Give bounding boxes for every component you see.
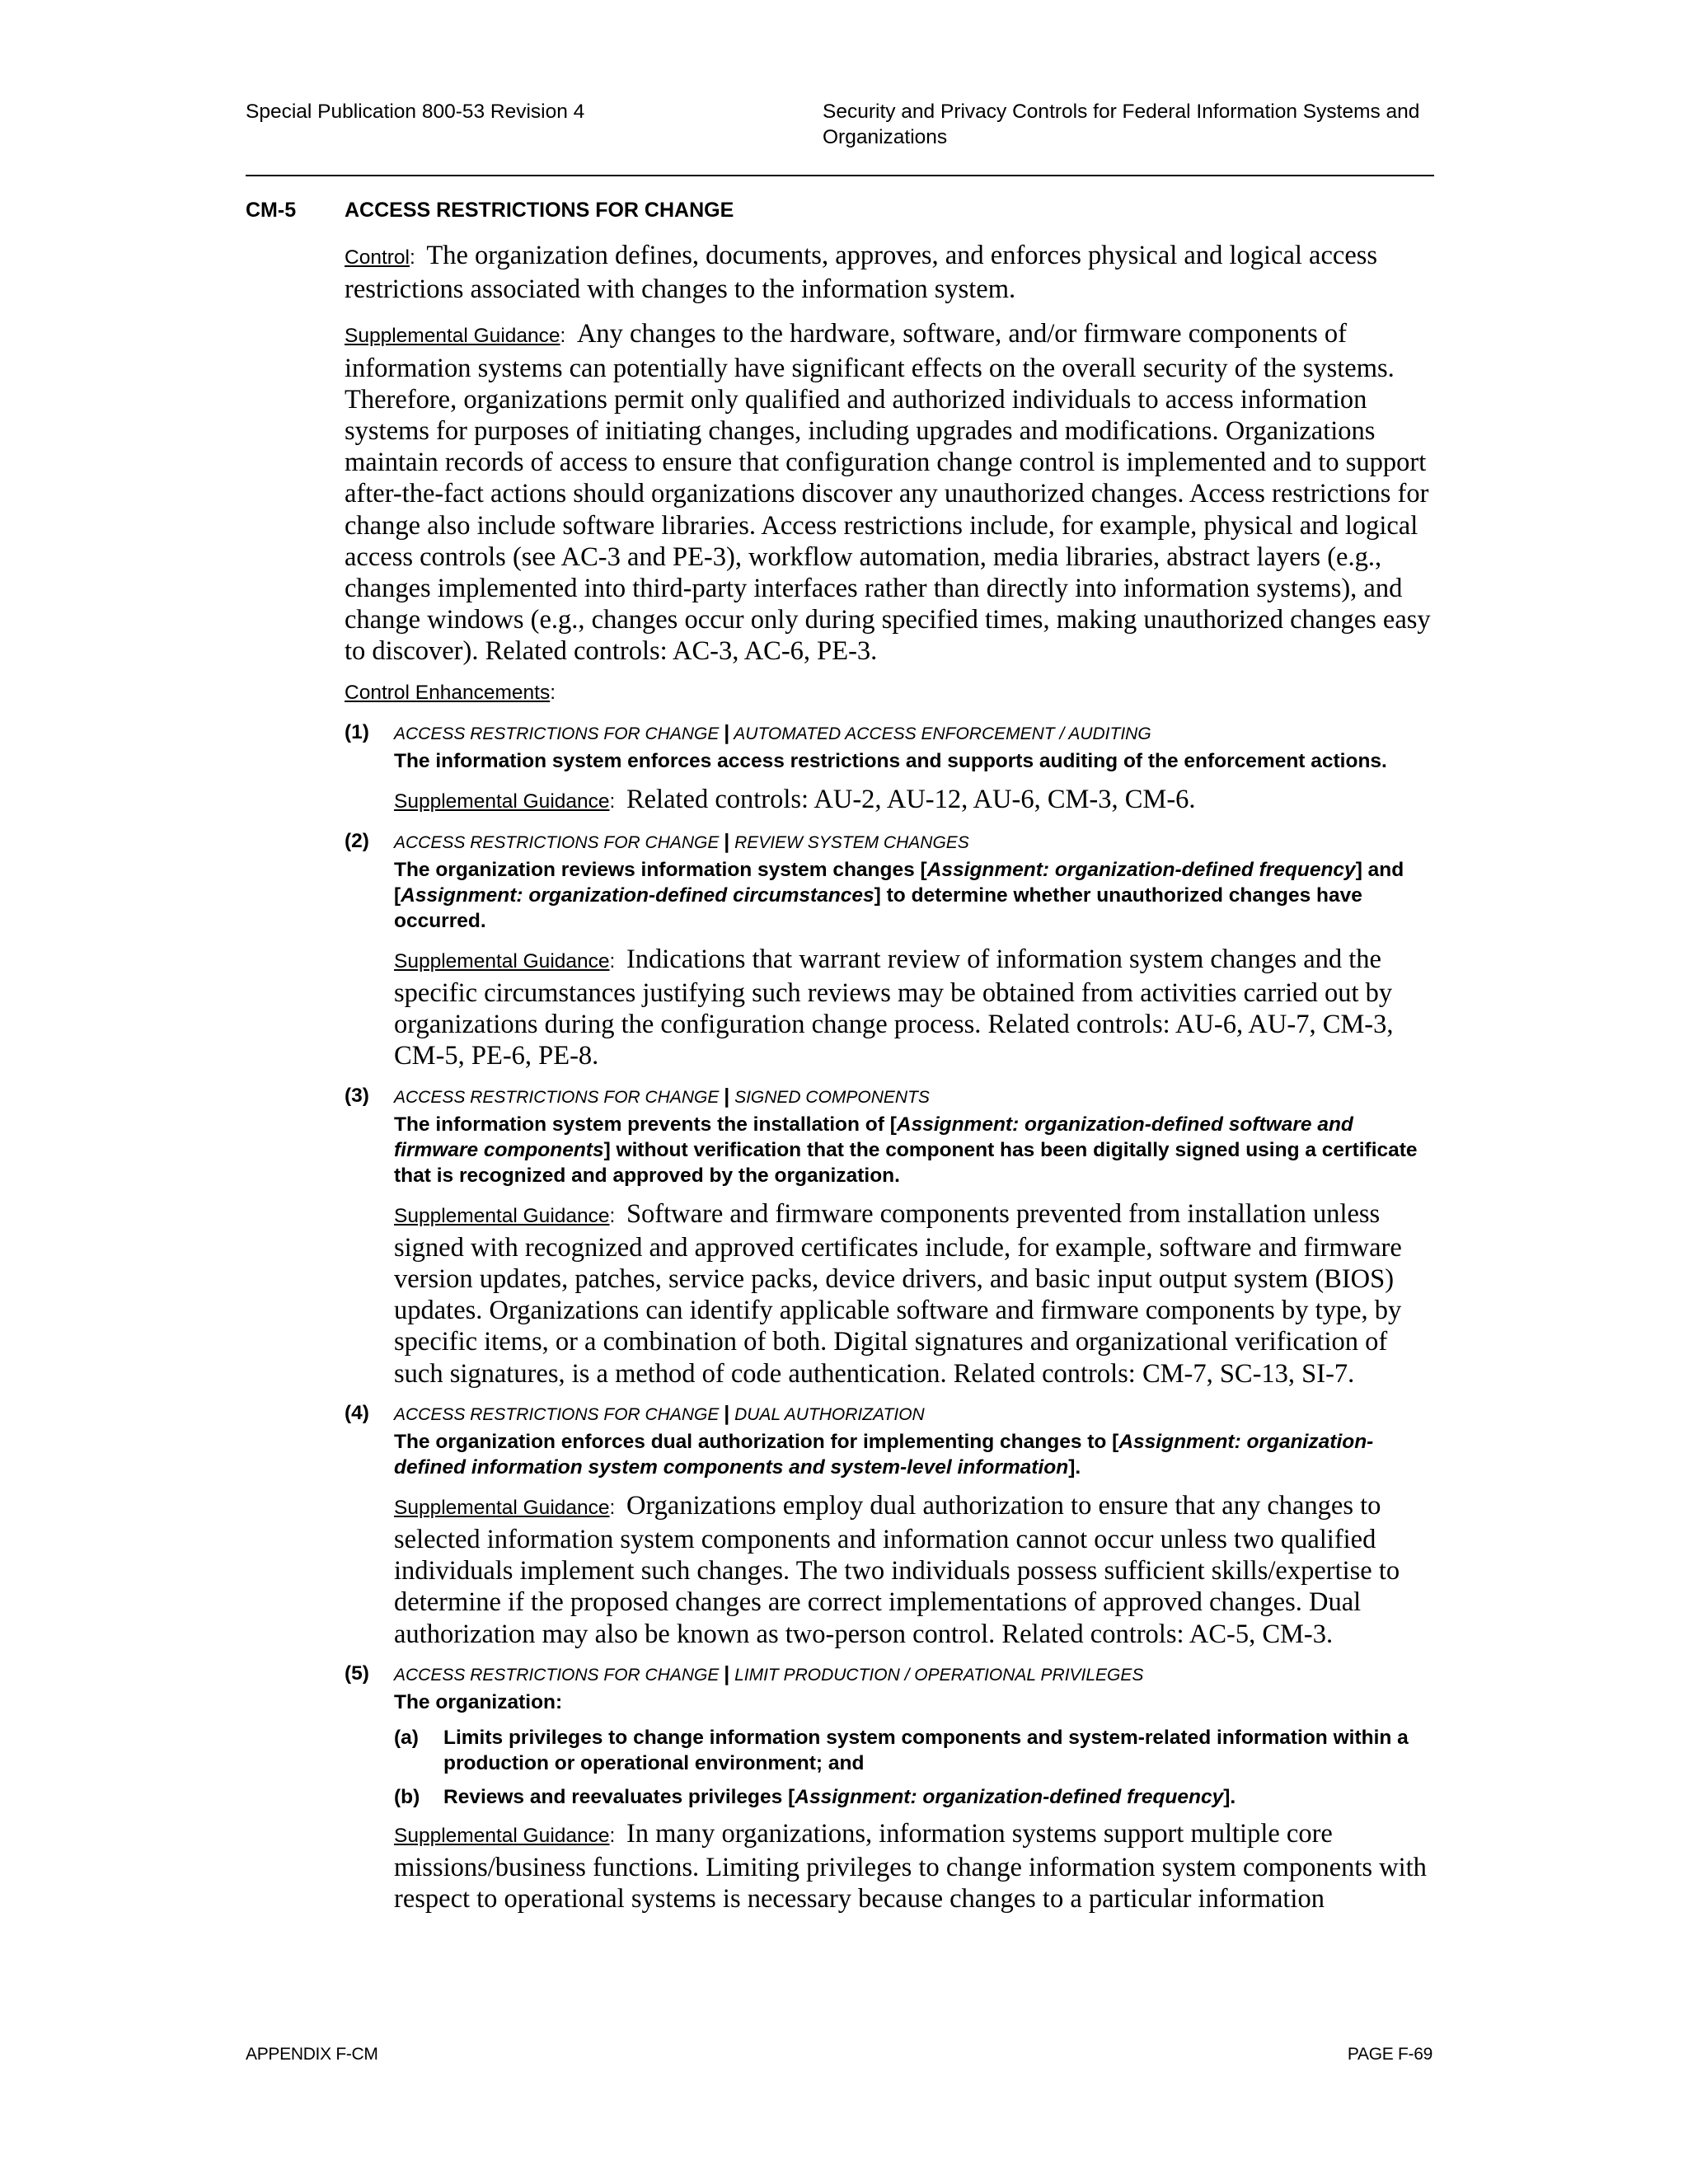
enhancement-statement: The organization: <box>394 1690 563 1713</box>
control-title: ACCESS RESTRICTIONS FOR CHANGE <box>345 199 734 222</box>
enhancement-title: ACCESS RESTRICTIONS FOR CHANGE | REVIEW SYSTEM CHANGES <box>394 829 969 853</box>
footer-appendix: APPENDIX F-CM <box>246 2045 378 2064</box>
enhancement-3 <box>345 1084 1437 1390</box>
enhancement-number: (4) <box>345 1401 369 1424</box>
enhancement-number: (1) <box>345 720 369 743</box>
control-statement: Control: The organization defines, documents, approves, and enforces physical and logical access restrictions associated with changes to the information system. <box>345 241 1378 305</box>
control-text: The organization defines, documents, approves, and enforces physical and logical access restrictions associated with changes to the information system. <box>345 241 1378 305</box>
enhancement-4 <box>345 1401 1437 1650</box>
enhancement-1 <box>345 720 1437 818</box>
footer-page-number: PAGE F-69 <box>1347 2045 1432 2064</box>
enhancement-guidance: Supplemental Guidance: Organizations employ dual authorization to ensure that any changes to selected information system components and information cannot occur unless two qualified individuals implement such changes. The two individuals possess sufficient skills/expertise to determine if the proposed changes are correct implementations of approved changes. Dual authorization may also be known as two-person control. Related controls: AC-5, CM-3. <box>394 1490 1400 1649</box>
enhancement-number: (2) <box>345 829 369 852</box>
document-body <box>345 240 1437 1927</box>
enhancement-2 <box>345 829 1437 1072</box>
enhancement-subitem-a: (a) Limits privileges to change information system components and system-related information within a production or operational environment; and <box>394 1726 1409 1774</box>
enhancement-guidance: Supplemental Guidance: In many organizations, information systems support multiple core missions/business functions. Limiting privileges to change information system components with respect to operational systems is necessary because changes to a particular information <box>394 1818 1427 1915</box>
header-publication: Special Publication 800-53 Revision 4 <box>246 101 585 123</box>
enhancement-title: ACCESS RESTRICTIONS FOR CHANGE | AUTOMATED ACCESS ENFORCEMENT / AUDITING <box>394 720 1151 744</box>
enhancement-guidance: Supplemental Guidance: Software and firmware components prevented from installation unless signed with recognized and approved certificates include, for example, software and firmware version updates, patches, service packs, device drivers, and basic input output system (BIOS) updates. Organizations can identify applicable software and firmware components by type, by specific items, or a combination of both. Digital signatures and organizational verification of such signatures, is a method of code authentication. Related controls: CM-7, SC-13, SI-7. <box>394 1198 1402 1389</box>
enhancement-statement: The information system enforces access restrictions and supports auditing of the enforcement actions. <box>394 749 1387 772</box>
enhancement-5 <box>345 1661 1437 1915</box>
enhancement-statement: The organization enforces dual authorization for implementing changes to [Assignment: organization-defined information system components and system-level information]. <box>394 1430 1374 1479</box>
control-enhancements-heading: Control Enhancements: <box>345 681 556 704</box>
enhancement-guidance: Supplemental Guidance: Indications that warrant review of information system changes and the specific circumstances justifying such reviews may be obtained from activities carried out by organizations during the configuration change process. Related controls: AU-6, AU-7, CM-3, CM-5, PE-6, PE-8. <box>394 944 1394 1071</box>
control-label: Control <box>345 246 410 269</box>
enhancement-subitem-b: (b) Reviews and reevaluates privileges [Assignment: organization-defined frequency]. <box>394 1785 1236 1808</box>
enhancement-statement: The organization reviews information system changes [Assignment: organization-defined frequency] and [Assignment: organization-defined circumstances] to determine whether unauthorized changes have occurred. <box>394 858 1404 932</box>
enhancement-statement: The information system prevents the installation of [Assignment: organization-defined software and firmware components] without verification that the component has been digitally signed using a certificate that is recognized and approved by the organization. <box>394 1113 1418 1187</box>
enhancement-title: ACCESS RESTRICTIONS FOR CHANGE | DUAL AUTHORIZATION <box>394 1401 925 1425</box>
guidance-label: Supplemental Guidance <box>345 325 560 348</box>
guidance-text: Any changes to the hardware, software, and/or firmware components of information systems can potentially have significant effects on the overall security of the systems. Therefore, organizations permit only qualified and authorized individuals to access information systems for purposes of initiating changes, including upgrades and modifications. Organizations maintain records of access to ensure that configuration change control is implemented and to support after-the-fact actions should organizations discover any unauthorized changes. Access restrictions for change also include software libraries. Access restrictions include, for example, physical and logical access controls (see AC-3 and PE-3), workflow automation, media libraries, abstract layers (e.g., changes implemented into third-party interfaces rather than directly into information systems), and change windows (e.g., changes occur only during specified times, making unauthorized changes easy to discover). Related controls: AC-3, AC-6, PE-3. <box>345 319 1431 667</box>
enhancement-guidance: Supplemental Guidance: Related controls: AU-2, AU-12, AU-6, CM-3, CM-6. <box>394 784 1196 814</box>
supplemental-guidance: Supplemental Guidance: Any changes to the hardware, software, and/or firmware components of information systems can potentially have significant effects on the overall security of the systems. Therefore, organizations permit only qualified and authorized individuals to access information systems for purposes of initiating changes, including upgrades and modifications. Organizations maintain records of access to ensure that configuration change control is implemented and to support after-the-fact actions should organizations discover any unauthorized changes. Access restrictions for change also include software libraries. Access restrictions include, for example, physical and logical access controls (see AC-3 and PE-3), workflow automation, media libraries, abstract layers (e.g., changes implemented into third-party interfaces rather than directly into information systems), and change windows (e.g., changes occur only during specified times, making unauthorized changes easy to discover). Related controls: AC-3, AC-6, PE-3. <box>345 319 1431 667</box>
enhancement-title: ACCESS RESTRICTIONS FOR CHANGE | LIMIT PRODUCTION / OPERATIONAL PRIVILEGES <box>394 1661 1144 1685</box>
header-rule <box>246 175 1434 176</box>
enhancement-number: (3) <box>345 1084 369 1107</box>
control-id: CM-5 <box>246 199 297 222</box>
enhancement-number: (5) <box>345 1661 369 1685</box>
enhancement-title: ACCESS RESTRICTIONS FOR CHANGE | SIGNED COMPONENTS <box>394 1084 930 1108</box>
header-document-title: Security and Privacy Controls for Federal Information Systems and Organizations <box>823 101 1420 148</box>
